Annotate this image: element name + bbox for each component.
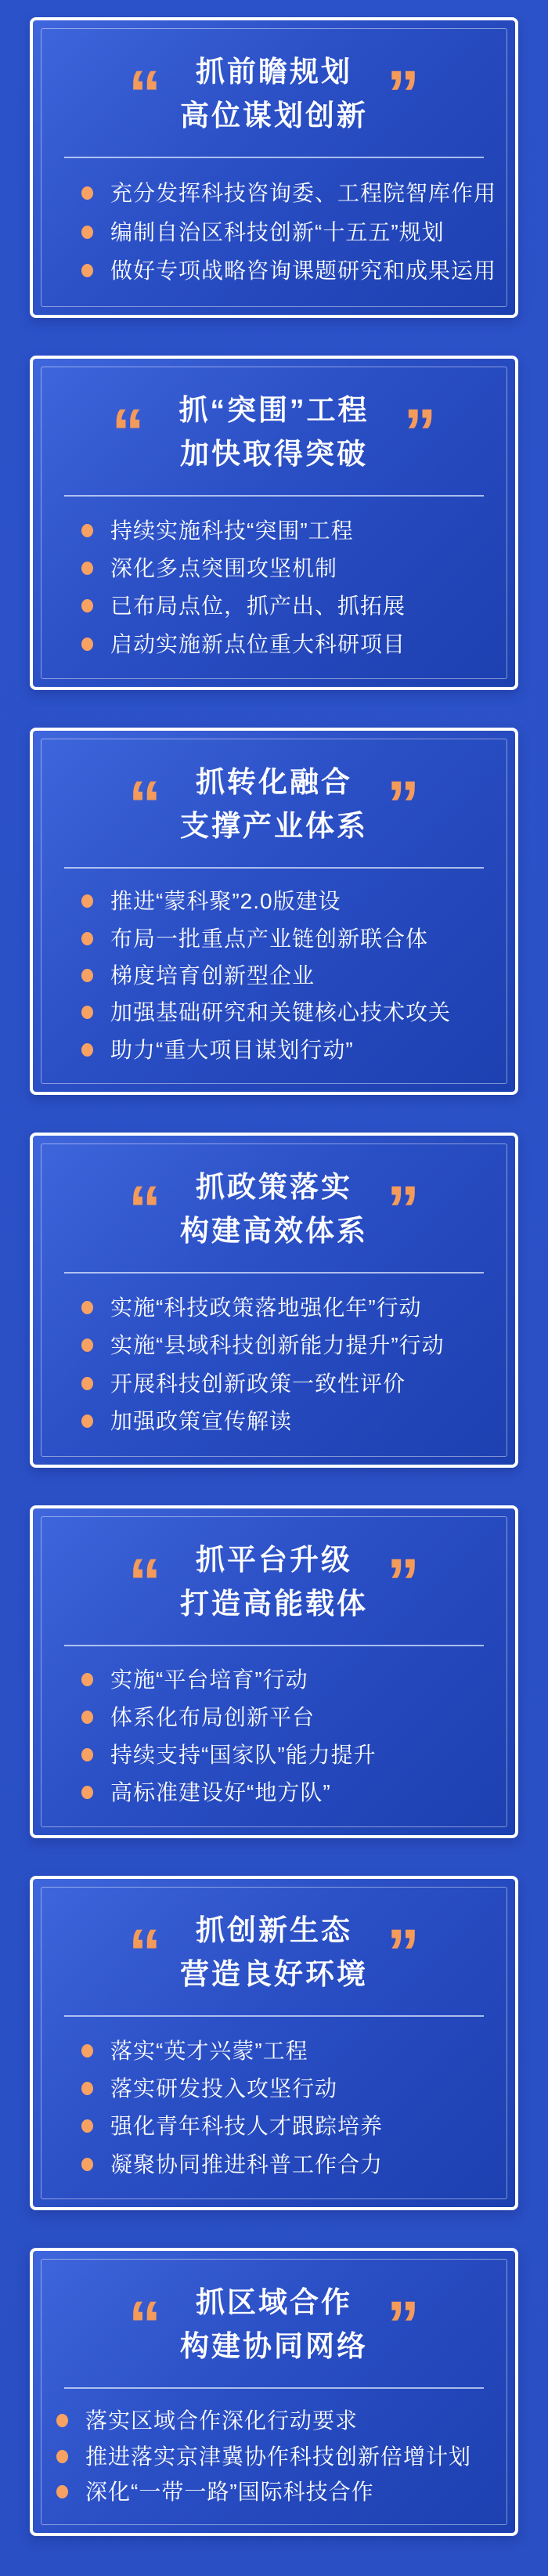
bullet-text: 编制自治区科技创新“十五五”规划 <box>110 219 445 244</box>
bullet-text: 实施“县域科技创新能力提升”行动 <box>110 1333 445 1358</box>
card-title-line2: 支撑产业体系 <box>180 810 368 843</box>
card-title-line2: 营造良好环境 <box>180 1958 368 1991</box>
bullet-dot-icon <box>81 2082 93 2095</box>
card-title-line2: 构建协同网络 <box>180 2330 368 2363</box>
bullet-list <box>33 1274 515 1465</box>
card-title-line2: 打造高能载体 <box>180 1588 368 1620</box>
bullet-dot-icon <box>81 1748 93 1761</box>
bullet-text: 布局一批重点产业链创新联合体 <box>110 926 429 951</box>
bullet-text: 启动实施新点位重大科研项目 <box>110 631 406 656</box>
bullet-text: 推进落实京津冀协作科技创新倍增计划 <box>85 2444 472 2469</box>
bullet-dot-icon <box>56 2485 68 2498</box>
bullet-text: 强化青年科技人才跟踪培养 <box>110 2114 384 2139</box>
bullet-dot-icon <box>56 2414 68 2427</box>
bullet-dot-icon <box>81 1006 93 1019</box>
bullet-dot-icon <box>81 1339 93 1352</box>
list-item <box>81 1331 504 1359</box>
list-item <box>81 1294 504 1321</box>
card-header: “ 抓转化融合 ” 支撑产业体系 <box>33 764 515 845</box>
bullet-list <box>33 497 515 687</box>
card-title-line1: 抓前瞻规划 <box>196 56 352 88</box>
list-item <box>81 2112 504 2140</box>
card-quyu-hezuo <box>30 2248 518 2536</box>
list-item <box>81 999 504 1026</box>
list-item <box>81 630 504 658</box>
list-item <box>81 219 504 246</box>
list-item <box>81 1703 504 1731</box>
card-title-line1: 抓区域合作 <box>196 2286 352 2318</box>
list-item <box>56 2407 504 2434</box>
bullet-dot-icon <box>81 2044 93 2058</box>
list-item <box>81 555 504 582</box>
bullet-dot-icon <box>81 226 93 239</box>
list-item <box>81 925 504 952</box>
bullet-dot-icon <box>81 1673 93 1686</box>
list-item <box>81 1741 504 1769</box>
list-item <box>81 1370 504 1397</box>
bullet-text: 开展科技创新政策一致性评价 <box>110 1371 406 1396</box>
bullet-text: 推进“蒙科聚”2.0版建设 <box>110 889 341 914</box>
bullet-dot-icon <box>81 894 93 908</box>
bullet-dot-icon <box>81 186 93 200</box>
card-header: “ 抓平台升级 ” 打造高能载体 <box>33 1541 515 1623</box>
card-title-line1: 抓平台升级 <box>196 1544 352 1576</box>
card-title-line1: 抓转化融合 <box>196 766 352 798</box>
bullet-text: 实施“科技政策落地强化年”行动 <box>110 1295 422 1320</box>
bullet-list <box>33 1646 515 1835</box>
list-item <box>81 592 504 620</box>
bullet-text: 体系化布局创新平台 <box>110 1705 315 1730</box>
card-title-line2: 高位谋划创新 <box>180 99 368 132</box>
list-item <box>56 2443 504 2470</box>
bullet-text: 梯度培育创新型企业 <box>110 963 315 988</box>
bullet-text: 持续支持“国家队”能力提升 <box>110 1743 377 1768</box>
bullet-text: 已布局点位，抓产出、抓拓展 <box>110 594 406 619</box>
bullet-text: 加强基础研究和关键核心技术攻关 <box>110 1000 452 1025</box>
card-chuangxin-shengtai <box>30 1876 518 2210</box>
bullet-text: 凝聚协同推进科普工作合力 <box>110 2151 384 2177</box>
bullet-dot-icon <box>81 932 93 945</box>
bullet-list <box>33 2389 515 2533</box>
bullet-dot-icon <box>81 2158 93 2171</box>
bullet-text: 落实研发投入攻坚行动 <box>110 2076 338 2101</box>
card-title-line2: 构建高效体系 <box>180 1215 368 1248</box>
bullet-dot-icon <box>81 524 93 537</box>
bullet-dot-icon <box>81 2119 93 2133</box>
list-item <box>81 2075 504 2102</box>
card-header: “ 抓“突围”工程 ” 加快取得突破 <box>33 392 515 473</box>
bullet-dot-icon <box>81 562 93 575</box>
list-item <box>81 962 504 989</box>
bullet-text: 充分发挥科技咨询委、工程院智库作用 <box>110 180 497 205</box>
card-qianzhan-guihua <box>30 17 518 318</box>
list-item <box>81 887 504 915</box>
list-item <box>81 1407 504 1435</box>
bullet-dot-icon <box>81 1301 93 1314</box>
list-item <box>81 179 504 207</box>
card-header: “ 抓区域合作 ” 构建协同网络 <box>33 2284 515 2365</box>
list-item <box>81 1666 504 1693</box>
bullet-text: 加强政策宣传解读 <box>110 1409 293 1434</box>
card-header: “ 抓创新生态 ” 营造良好环境 <box>33 1912 515 1993</box>
card-header: “ 抓政策落实 ” 构建高效体系 <box>33 1169 515 1250</box>
bullet-dot-icon <box>81 1043 93 1057</box>
card-zhengce-luoshi <box>30 1133 518 1468</box>
bullet-text: 落实区域合作深化行动要求 <box>85 2408 359 2433</box>
list-item <box>81 2037 504 2065</box>
list-item <box>81 257 504 284</box>
card-title-line2: 加快取得突破 <box>180 438 368 471</box>
bullet-text: 持续实施科技“突围”工程 <box>110 518 354 543</box>
bullet-dot-icon <box>81 969 93 982</box>
bullet-text: 实施“平台培育”行动 <box>110 1667 308 1693</box>
bullet-dot-icon <box>81 1414 93 1428</box>
bullet-text: 高标准建设好“地方队” <box>110 1780 331 1805</box>
bullet-list <box>33 869 515 1092</box>
list-item <box>81 1779 504 1806</box>
bullet-dot-icon <box>81 1377 93 1390</box>
bullet-dot-icon <box>81 1786 93 1799</box>
card-tuwei-gongcheng <box>30 356 518 690</box>
bullet-dot-icon <box>81 1711 93 1724</box>
card-title-line1: 抓“突围”工程 <box>178 394 370 426</box>
card-title-line1: 抓创新生态 <box>196 1914 352 1946</box>
bullet-dot-icon <box>81 599 93 612</box>
bullet-dot-icon <box>56 2450 68 2463</box>
list-item <box>81 1036 504 1064</box>
card-title-line1: 抓政策落实 <box>196 1171 352 1203</box>
bullet-list <box>33 158 515 315</box>
card-zhuanhua-ronghe <box>30 728 518 1095</box>
bullet-text: 深化“一带一路”国际科技合作 <box>85 2480 374 2505</box>
bullet-dot-icon <box>81 264 93 277</box>
card-header: “ 抓前瞻规划 ” 高位谋划创新 <box>33 53 515 135</box>
bullet-text: 助力“重大项目谋划行动” <box>110 1037 354 1062</box>
bullet-list <box>33 2017 515 2207</box>
bullet-text: 落实“英才兴蒙”工程 <box>110 2038 308 2063</box>
list-item <box>81 2151 504 2178</box>
list-item <box>81 517 504 544</box>
card-pingtai-shengji <box>30 1505 518 1838</box>
bullet-text: 深化多点突围攻坚机制 <box>110 555 338 580</box>
bullet-text: 做好专项战略咨询课题研究和成果运用 <box>110 258 497 284</box>
bullet-dot-icon <box>81 638 93 651</box>
list-item <box>56 2478 504 2506</box>
